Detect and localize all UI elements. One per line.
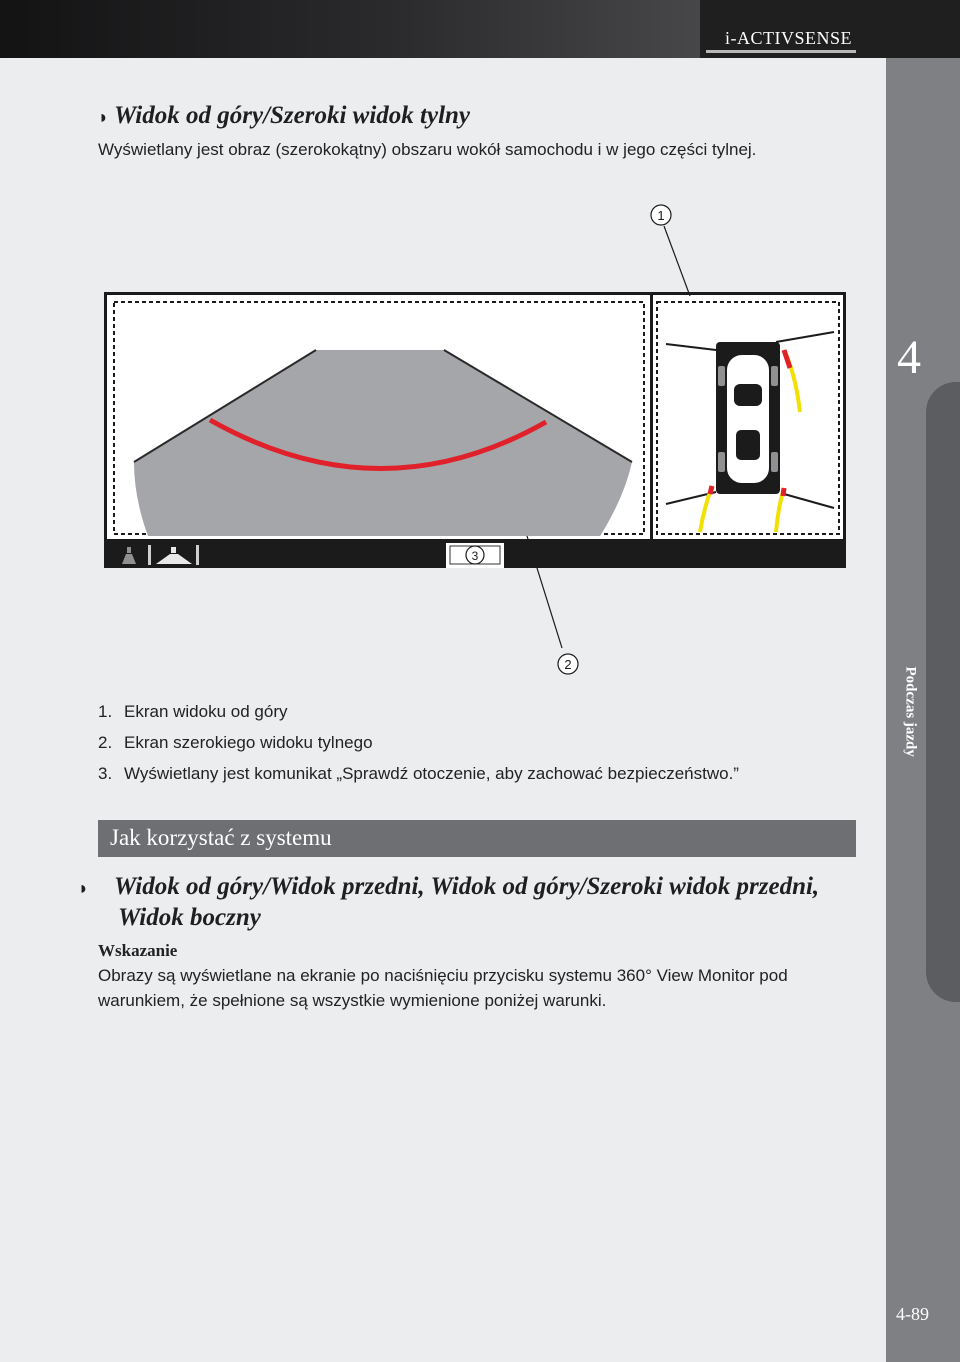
list-item: 1. Ekran widoku od góry [98,702,288,721]
header-gradient [0,0,700,58]
section-front-side-views [78,872,858,1013]
section-bar-title: Jak korzystać z systemu [110,825,332,850]
camera-figure [104,198,846,678]
header-corner [886,0,960,58]
page-number: 4-89 [896,1304,929,1324]
section-heading: ◗ Widok od góry/Widok przedni, Widok od góry/Szeroki widok przedni, Widok boczny [78,873,820,931]
section-heading: ◗ Widok od góry/Szeroki widok tylny [98,100,858,133]
numbered-list [98,696,858,789]
list-item: 2. Ekran szerokiego widoku tylnego [98,733,373,752]
list-item: 3. Wyświetlany jest komunikat „Sprawdź otoczenie, aby zachować bezpieczeństwo.” [98,764,739,783]
callout-1-label: 1 [657,208,665,223]
section-body: Obrazy są wyświetlane na ekranie po naciśnięciu przycisku systemu 360° View Monitor pod warunkiem, że spełnione są wszystkie wymienione poniżej warunki. [98,966,788,1010]
callout-3-label: 3 [471,549,479,563]
bullet-icon: ◗ [98,107,109,127]
section-bar [98,820,856,857]
chapter-label: Podczas jazdy [902,666,919,757]
bullet-icon: ◗ [78,878,89,898]
section-top-rear-wide [98,100,858,162]
callout-2-label: 2 [564,657,572,672]
header-title: i-ACTIVSENSE [725,28,852,48]
chapter-tab[interactable] [926,382,960,1002]
subheading: Wskazanie [98,941,178,960]
car-icon [726,354,770,484]
header-underline [706,50,856,53]
section-body: Wyświetlany jest obraz (szerokokątny) obszaru wokół samochodu i w jego części tylnej. [98,140,757,159]
callout-line-1 [664,226,690,296]
chapter-number: 4 [897,331,921,384]
